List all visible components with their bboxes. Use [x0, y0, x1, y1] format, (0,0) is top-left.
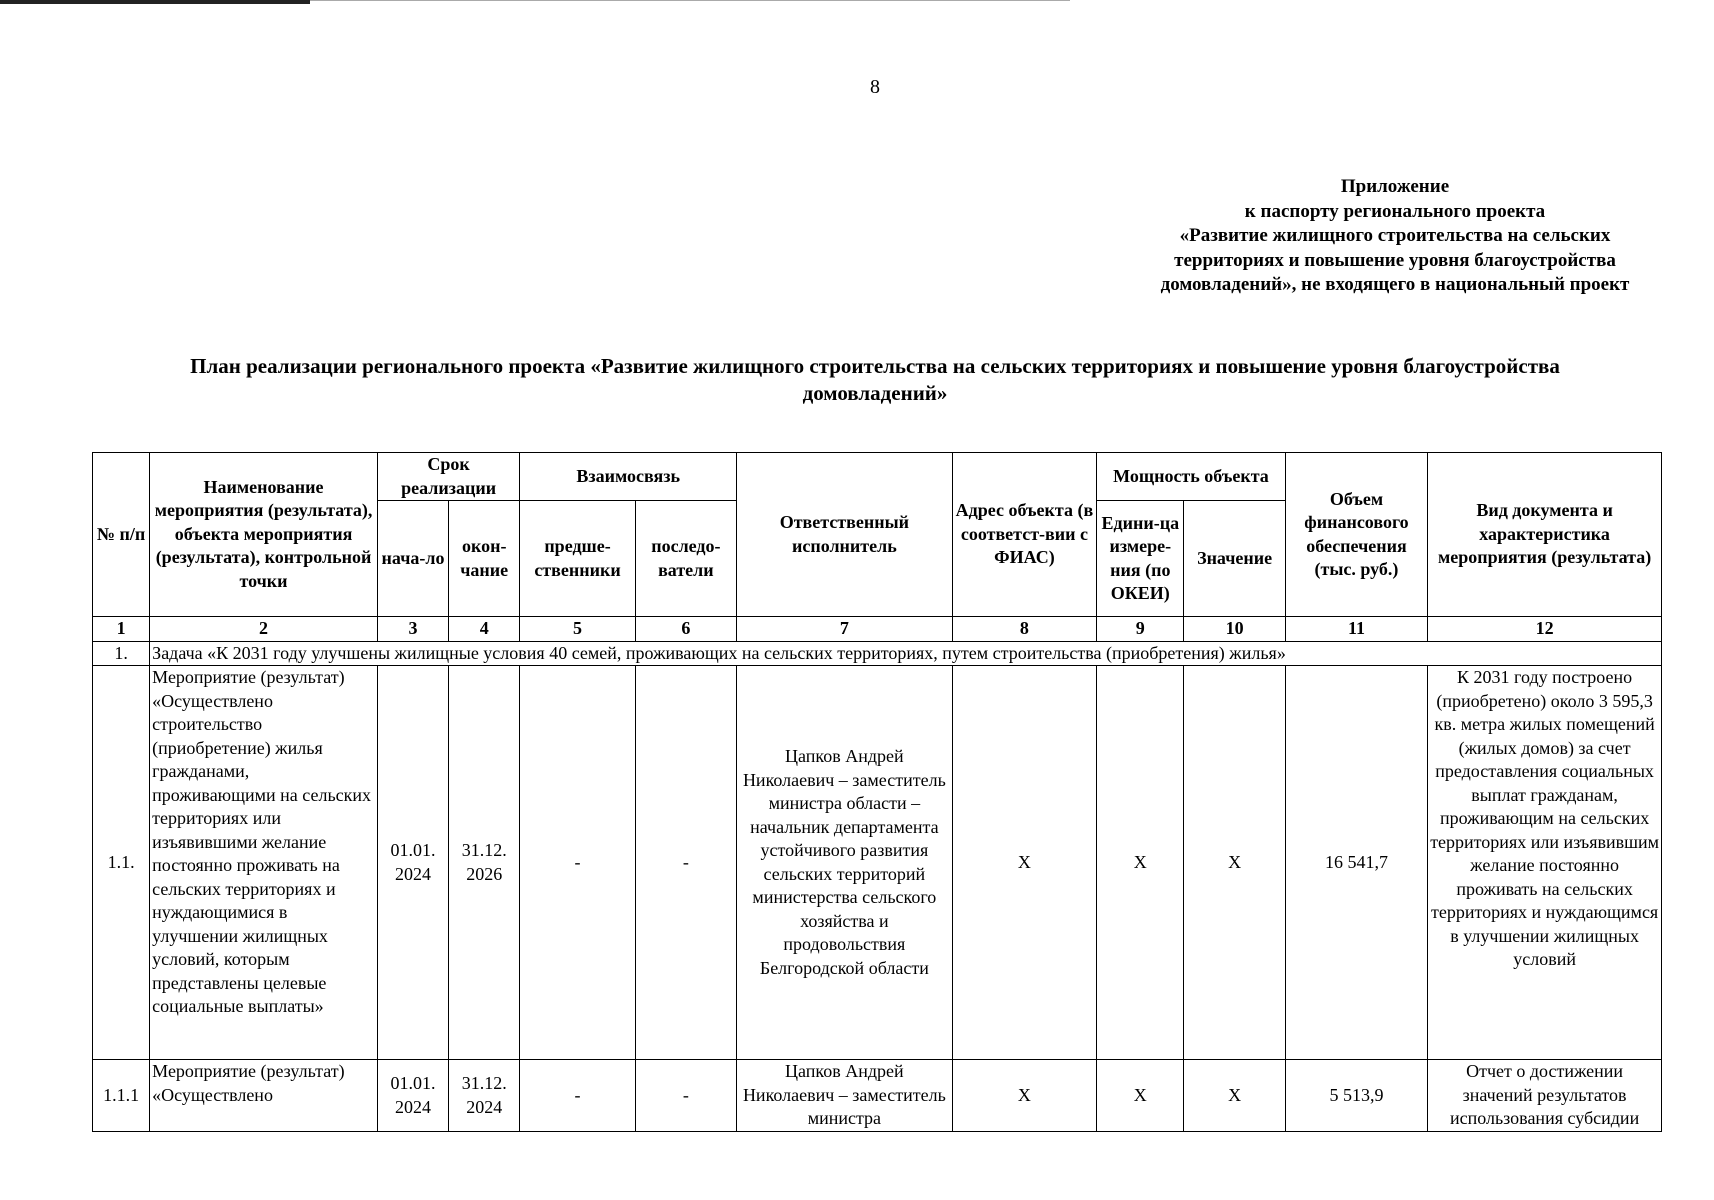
row-value: Х [1184, 666, 1285, 1060]
header-responsible: Ответственный исполнитель [737, 453, 953, 617]
row-address: Х [952, 666, 1096, 1060]
column-number: 6 [635, 617, 736, 642]
column-number: 5 [520, 617, 635, 642]
plan-table [92, 452, 1662, 1132]
header-relation: Взаимосвязь [520, 453, 737, 501]
appendix-header [1090, 175, 1700, 298]
header-unit: Едини-ца измере-ния (по ОКЕИ) [1097, 501, 1184, 617]
appendix-line: территориях и повышение уровня благоустройства [1174, 249, 1616, 271]
header-period: Срок реализации [377, 453, 519, 501]
column-number: 2 [150, 617, 378, 642]
task-text: Задача «К 2031 году улучшены жилищные условия 40 семей, проживающих на сельских территориях, путем строительства (приобретения) жилья» [150, 641, 1662, 666]
page-number: 8 [870, 76, 880, 98]
column-number: 1 [93, 617, 150, 642]
column-number: 8 [952, 617, 1096, 642]
row-end-date: 31.12. 2026 [449, 666, 520, 1060]
row-successors: - [635, 1060, 736, 1132]
row-doc-type: Отчет о достижении значений результатов использования субсидии [1428, 1060, 1662, 1132]
column-number: 3 [377, 617, 448, 642]
row-number: 1.1.1 [93, 1060, 150, 1132]
row-doc-type: К 2031 году построено (приобретено) около 3 595,3 кв. метра жилых помещений (жилых домов) за счет предоставления социальных выплат гражданам, проживающим на сельских территориях или изъявившим желание постоянно проживать на сельских территориях и нуждающимся в улучшении жилищных условий [1428, 666, 1662, 1060]
table-row [93, 1060, 1662, 1132]
appendix-line: «Развитие жилищного строительства на сельских [1179, 225, 1611, 246]
row-end-date: 31.12. 2024 [449, 1060, 520, 1132]
row-unit: Х [1097, 666, 1184, 1060]
appendix-line: Приложение [1340, 176, 1450, 197]
row-unit: Х [1097, 1060, 1184, 1132]
row-predecessors: - [520, 1060, 635, 1132]
header-capacity: Мощность объекта [1097, 453, 1286, 501]
row-value: Х [1184, 1060, 1285, 1132]
column-number: 12 [1428, 617, 1662, 642]
row-start-date: 01.01. 2024 [377, 1060, 448, 1132]
column-number: 11 [1285, 617, 1427, 642]
row-name: Мероприятие (результат) «Осуществлено [150, 1060, 378, 1132]
row-responsible: Цапков Андрей Николаевич – заместитель министра [737, 1060, 953, 1132]
column-number: 9 [1097, 617, 1184, 642]
column-number: 7 [737, 617, 953, 642]
header-start: нача-ло [377, 501, 448, 617]
document-title: План реализации регионального проекта «Развитие жилищного строительства на сельских территориях и повышение уровня благоустройства домовладений» [190, 354, 1560, 405]
header-address: Адрес объекта (в соответст-вии с ФИАС) [952, 453, 1096, 617]
row-number: 1.1. [93, 666, 150, 1060]
scan-edge-line [0, 0, 310, 4]
column-number: 10 [1184, 617, 1285, 642]
appendix-line: к паспорту регионального проекта [1244, 200, 1546, 222]
table-row [93, 666, 1662, 1060]
row-start-date: 01.01. 2024 [377, 666, 448, 1060]
row-name: Мероприятие (результат) «Осуществлено строительство (приобретение) жилья гражданами, проживающими на сельских территориях или изъявившими желание постоянно проживать на сельских территориях и нуждающимися в улучшении жилищных условий, которым представлены целевые социальные выплаты» [150, 666, 378, 1060]
appendix-line: домовладений», не входящего в национальный проект [1160, 274, 1630, 295]
column-number: 4 [449, 617, 520, 642]
task-row [93, 641, 1662, 666]
header-end: окон-чание [449, 501, 520, 617]
header-funding: Объем финансового обеспечения (тыс. руб.) [1285, 453, 1427, 617]
header-num: № п/п [93, 453, 150, 617]
row-predecessors: - [520, 666, 635, 1060]
header-doc-type: Вид документа и характеристика мероприятия (результата) [1428, 453, 1662, 617]
header-successors: последо-ватели [635, 501, 736, 617]
row-address: Х [952, 1060, 1096, 1132]
row-funding: 16 541,7 [1285, 666, 1427, 1060]
row-funding: 5 513,9 [1285, 1060, 1427, 1132]
header-name: Наименование мероприятия (результата), объекта мероприятия (результата), контрольной точки [150, 453, 378, 617]
header-value: Значение [1184, 501, 1285, 617]
column-number-row [93, 617, 1662, 642]
scan-edge-line-thin [310, 0, 1070, 1]
task-number: 1. [93, 641, 150, 666]
header-predecessors: предше-ственники [520, 501, 635, 617]
row-successors: - [635, 666, 736, 1060]
row-responsible: Цапков Андрей Николаевич – заместитель министра области – начальник департамента устойчивого развития сельских территорий министерства сельского хозяйства и продовольствия Белгородской области [737, 666, 953, 1060]
header-row [93, 453, 1662, 501]
